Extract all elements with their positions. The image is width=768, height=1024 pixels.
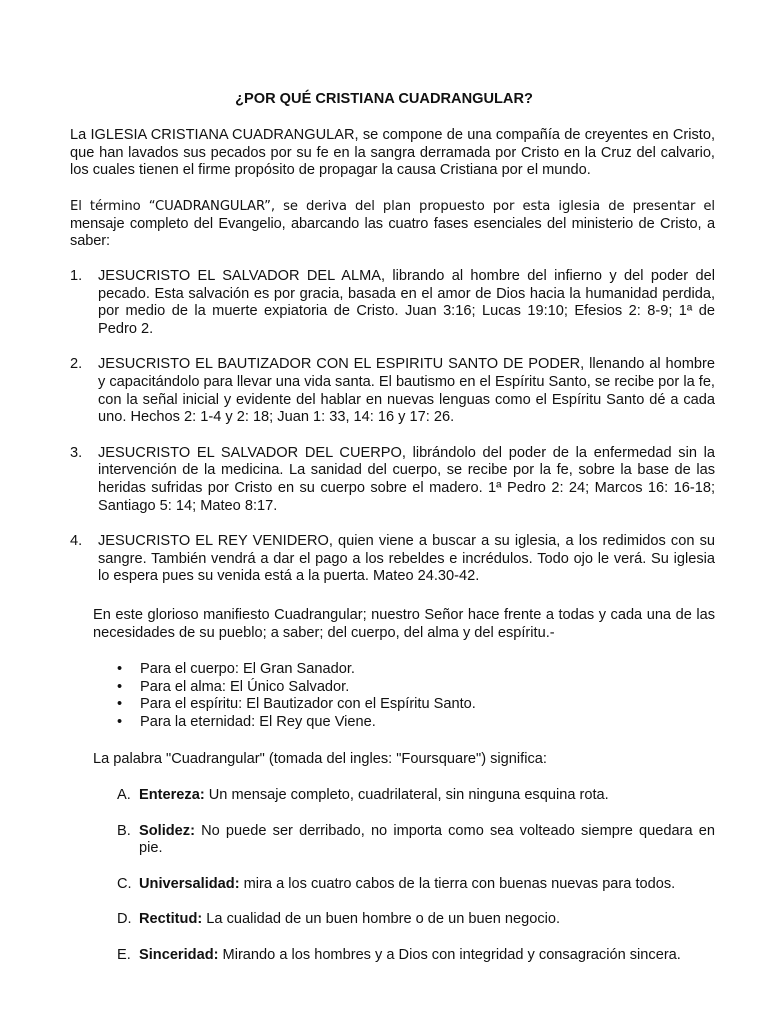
item-text: Mirando a los hombres y a Dios con integridad y consagración sincera.: [218, 946, 681, 963]
bullet-icon: •: [117, 696, 123, 713]
bullet-item: [117, 696, 476, 714]
item-text: JESUCRISTO EL SALVADOR DEL CUERPO, librándolo del poder de la enfermedad sin la intervención de la medicina. La sanidad del cuerpo, se recibe por la fe, sobre la base de las heridas sufridas por Cristo en su cuerpo sobre el madero. 1ª Pedro 2: 24; Marcos 16: 16-18; Santiago 5: 14; Mateo 8:17.: [98, 444, 715, 514]
lettered-list: [117, 787, 715, 983]
item-number: 1.: [70, 268, 83, 284]
page-title: ¿POR QUÉ CRISTIANA CUADRANGULAR?: [235, 91, 533, 107]
item-number: 3.: [70, 444, 83, 461]
meaning-paragraph: La palabra "Cuadrangular" (tomada del ingles: "Foursquare") significa:: [93, 751, 547, 767]
item-number: 2.: [70, 356, 83, 373]
numbered-item: [70, 445, 715, 515]
item-term: Sinceridad:: [139, 946, 219, 963]
lettered-item: [117, 911, 715, 929]
item-term: Entereza:: [139, 787, 205, 803]
item-letter: A.: [117, 787, 131, 803]
item-letter: C.: [117, 875, 132, 892]
bullet-icon: •: [117, 713, 123, 730]
item-term: Universalidad:: [139, 875, 240, 892]
item-number: 4.: [70, 533, 83, 550]
term-paragraph-lead: El término “CUADRANGULAR”, se deriva del plan propuesto por esta iglesia de presentar el: [70, 199, 715, 214]
item-text: La cualidad de un buen hombre o de un buen negocio.: [202, 911, 561, 928]
lettered-item: [117, 947, 715, 965]
item-letter: B.: [117, 822, 131, 839]
term-paragraph-rest: mensaje completo del Evangelio, abarcando las cuatro fases esenciales del ministerio de Cristo, a saber:: [70, 215, 715, 250]
item-text: Un mensaje completo, cuadrilateral, sin ninguna esquina rota.: [204, 787, 609, 803]
bullet-text: Para el espíritu: El Bautizador con el Espíritu Santo.: [140, 696, 476, 713]
item-letter: D.: [117, 911, 132, 928]
item-text: No puede ser derribado, no importa como sea volteado siempre quedara en pie.: [139, 822, 715, 857]
bullet-icon: •: [117, 678, 123, 695]
numbered-item: [70, 356, 715, 426]
term-paragraph: [70, 198, 715, 251]
item-term: Rectitud:: [139, 911, 203, 928]
manifesto-paragraph: En este glorioso manifiesto Cuadrangular; nuestro Señor hace frente a todas y cada una de las necesidades de su pueblo; a saber; del cuerpo, del alma y del espíritu.-: [93, 607, 715, 641]
bullet-text: Para el cuerpo: El Gran Sanador.: [140, 661, 355, 677]
item-text: JESUCRISTO EL BAUTIZADOR CON EL ESPIRITU SANTO DE PODER, llenando al hombre y capacitándolo para llevar una vida santa. El bautismo en el Espíritu Santo, se recibe por la fe, con la señal inicial y evidente del hablar en nuevas lenguas como el Espíritu Santo dé a cada uno. Hechos 2: 1-4 y 2: 18; Juan 1: 33, 14: 16 y 17: 26.: [98, 356, 715, 426]
numbered-item: [70, 268, 715, 338]
numbered-list: [70, 268, 715, 604]
intro-paragraph: La IGLESIA CRISTIANA CUADRANGULAR, se compone de una compañía de creyentes en Cristo, que han lavados sus pecados por su fe en la sangra derramada por Cristo en la Cruz del calvario, los cuales tienen el firme propósito de propagar la causa Cristiana por el mundo.: [70, 127, 715, 179]
item-text: JESUCRISTO EL REY VENIDERO, quien viene a buscar a su iglesia, a los redimidos con su sangre. También vendrá a dar el pago a los rebeldes e incrédulos. Todo ojo le verá. Su iglesia lo espera pues su venida está a la puerta. Mateo 24.30-42.: [98, 533, 715, 585]
item-text: mira a los cuatro cabos de la tierra con buenas nuevas para todos.: [239, 875, 676, 892]
bullet-item: [117, 679, 476, 697]
bullet-text: Para el alma: El Único Salvador.: [140, 678, 350, 695]
numbered-item: [70, 533, 715, 586]
item-text: JESUCRISTO EL SALVADOR DEL ALMA, librando al hombre del infierno y del poder del pecado. Esta salvación es por gracia, basada en el amor de Dios hacia la humanidad perdida, por medio de la muerte expiatoria de Cristo. Juan 3:16; Lucas 19:10; Efesios 2: 8-9; 1ª de Pedro 2.: [98, 268, 715, 337]
lettered-item: [117, 787, 715, 805]
lettered-item: [117, 876, 715, 894]
lettered-item: [117, 823, 715, 858]
bullet-list: [117, 661, 476, 731]
bullet-item: [117, 714, 476, 732]
bullet-item: [117, 661, 476, 679]
item-letter: E.: [117, 946, 131, 963]
item-term: Solidez:: [139, 822, 195, 839]
bullet-text: Para la eternidad: El Rey que Viene.: [140, 713, 376, 730]
bullet-icon: •: [117, 661, 123, 677]
